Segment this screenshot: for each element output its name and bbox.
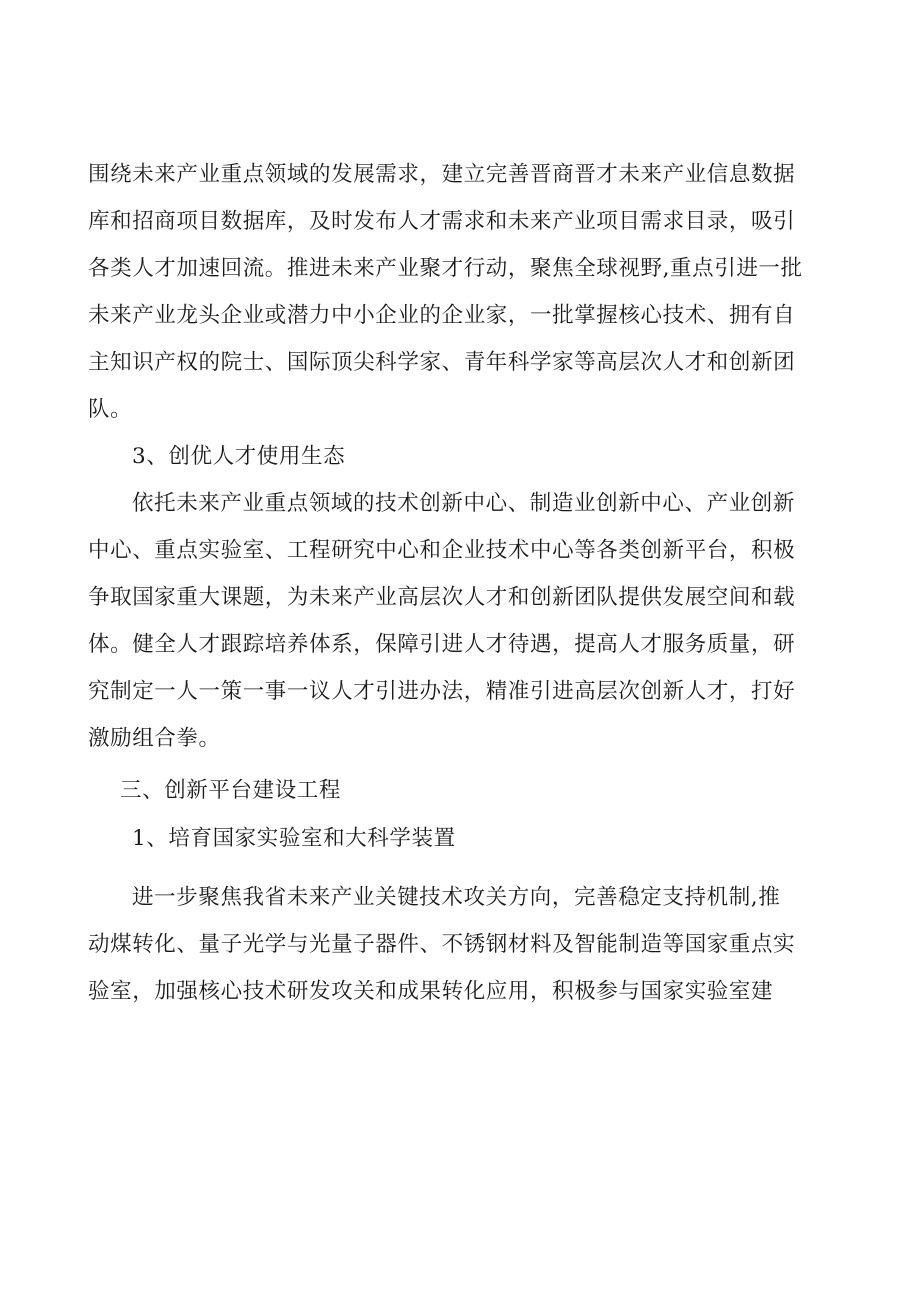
text-line: 验室，加强核心技术研发攻关和成果转化应用，积极参与国家实验室建 (88, 979, 774, 1004)
text-line: 依托未来产业重点领域的技术创新中心、制造业创新中心、产业创新 (132, 491, 796, 516)
subheading-talent-ecology: 3、创优人才使用生态 (132, 444, 346, 469)
section-heading-platform: 三、创新平台建设工程 (120, 778, 342, 803)
text-line: 究制定一人一策一事一议人才引进办法，精准引进高层次创新人才，打好 (88, 679, 796, 704)
text-line: 动煤转化、量子光学与光量子器件、不锈钢材料及智能制造等国家重点实 (88, 932, 796, 957)
text-line: 争取国家重大课题，为未来产业高层次人才和创新团队提供发展空间和载 (88, 585, 796, 610)
subheading-national-labs: 1、培育国家实验室和大科学装置 (132, 826, 456, 851)
text-line: 进一步聚焦我省未来产业关键技术攻关方向，完善稳定支持机制,推 (132, 885, 781, 910)
text-line: 各类人才加速回流。推进未来产业聚才行动，聚焦全球视野,重点引进一批 (88, 256, 803, 281)
text-line: 库和招商项目数据库，及时发布人才需求和未来产业项目需求目录，吸引 (88, 209, 796, 234)
text-line: 未来产业龙头企业或潜力中小企业的企业家，一批掌握核心技术、拥有自 (88, 303, 796, 328)
text-line: 主知识产权的院士、国际顶尖科学家、青年科学家等高层次人才和创新团 (88, 350, 796, 375)
text-line: 体。健全人才跟踪培养体系，保障引进人才待遇，提高人才服务质量，研 (88, 632, 796, 657)
text-line: 围绕未来产业重点领域的发展需求，建立完善晋商晋才未来产业信息数据 (88, 162, 796, 187)
text-line: 中心、重点实验室、工程研究中心和企业技术中心等各类创新平台，积极 (88, 538, 796, 563)
text-line: 队。 (88, 397, 133, 422)
text-line: 激励组合拳。 (88, 726, 221, 751)
